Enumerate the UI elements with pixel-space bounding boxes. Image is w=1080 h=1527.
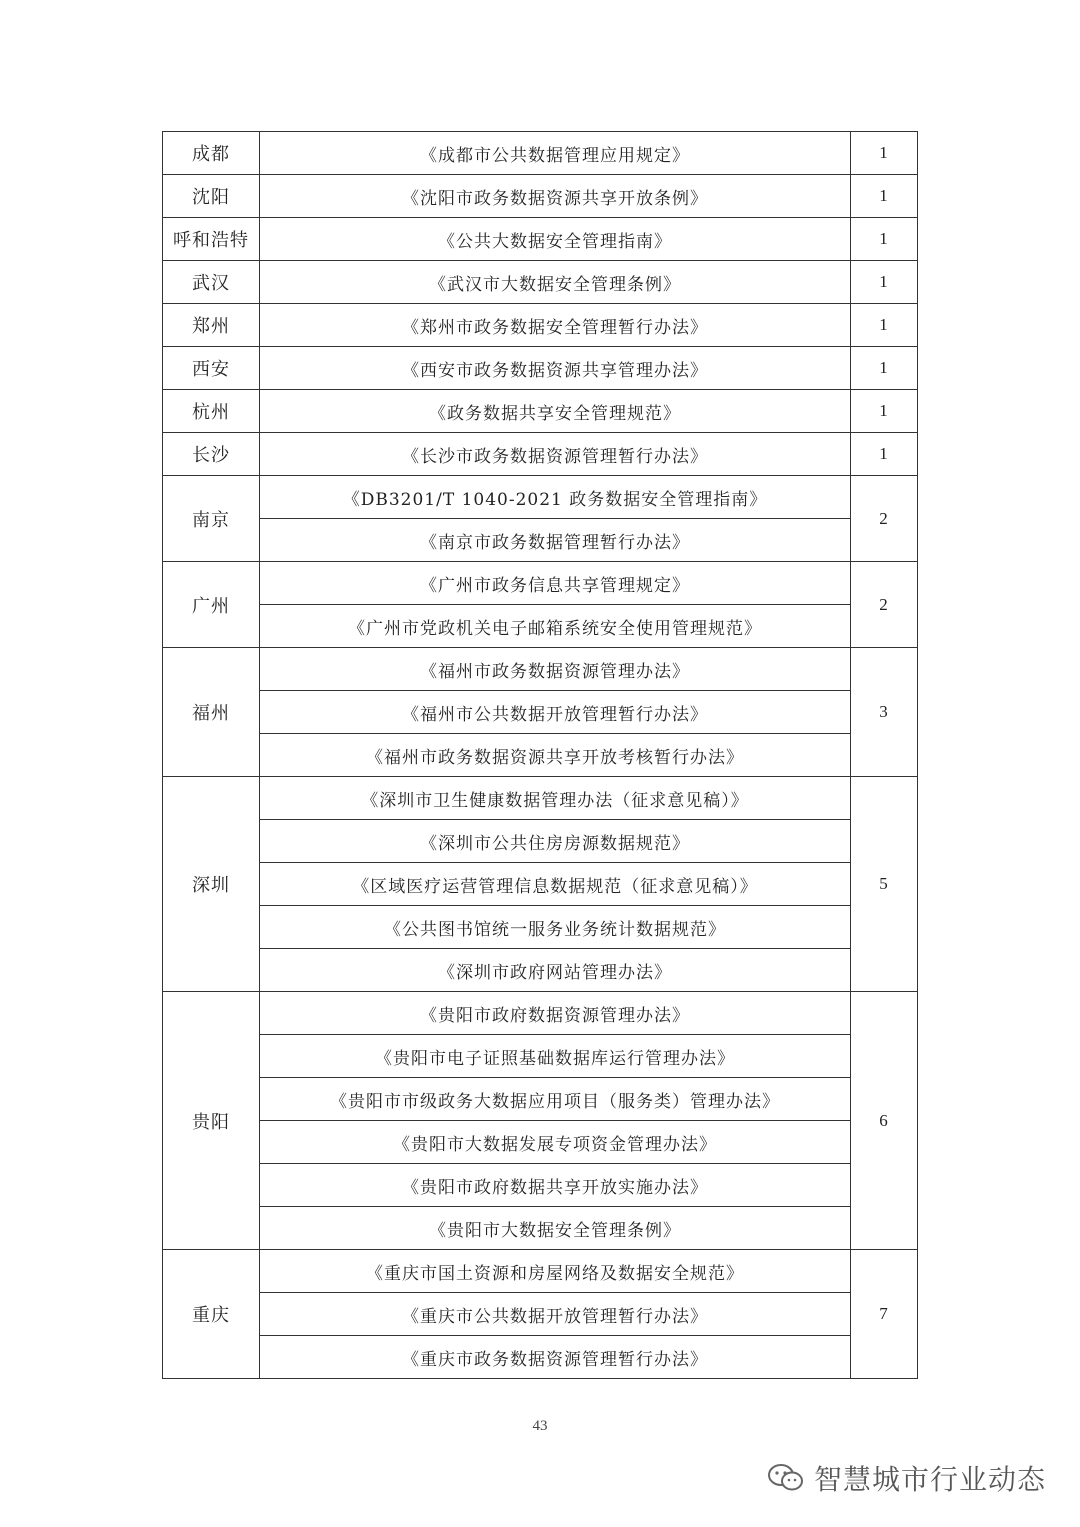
table-row xyxy=(163,1250,918,1293)
document-cell: 《贵阳市大数据发展专项资金管理办法》 xyxy=(260,1121,851,1164)
regulations-table xyxy=(162,131,918,1379)
table-row xyxy=(163,1336,918,1379)
document-cell: 《广州市党政机关电子邮箱系统安全使用管理规范》 xyxy=(260,605,851,648)
document-cell: 《深圳市政府网站管理办法》 xyxy=(260,949,851,992)
table-row xyxy=(163,476,918,519)
document-cell: 《福州市公共数据开放管理暂行办法》 xyxy=(260,691,851,734)
table-row xyxy=(163,820,918,863)
document-cell: 《贵阳市电子证照基础数据库运行管理办法》 xyxy=(260,1035,851,1078)
count-cell: 1 xyxy=(851,390,918,433)
table-row xyxy=(163,1164,918,1207)
count-cell: 1 xyxy=(851,304,918,347)
count-cell: 1 xyxy=(851,218,918,261)
document-cell: 《重庆市公共数据开放管理暂行办法》 xyxy=(260,1293,851,1336)
document-cell: 《重庆市政务数据资源管理暂行办法》 xyxy=(260,1336,851,1379)
document-cell: 《公共大数据安全管理指南》 xyxy=(260,218,851,261)
table-body xyxy=(163,132,918,1379)
table-row xyxy=(163,1035,918,1078)
regulations-table-container xyxy=(162,131,918,1379)
count-cell: 6 xyxy=(851,992,918,1250)
city-cell: 杭州 xyxy=(163,390,260,433)
city-cell: 成都 xyxy=(163,132,260,175)
count-cell: 3 xyxy=(851,648,918,777)
table-row xyxy=(163,949,918,992)
document-cell: 《重庆市国土资源和房屋网络及数据安全规范》 xyxy=(260,1250,851,1293)
watermark-text: 智慧城市行业动态 xyxy=(813,1463,1046,1496)
city-cell: 长沙 xyxy=(163,433,260,476)
document-cell: 《福州市政务数据资源管理办法》 xyxy=(260,648,851,691)
document-cell: 《广州市政务信息共享管理规定》 xyxy=(260,562,851,605)
wechat-icon xyxy=(766,1462,806,1494)
document-cell: 《南京市政务数据管理暂行办法》 xyxy=(260,519,851,562)
watermark xyxy=(766,1458,1046,1498)
table-row xyxy=(163,992,918,1035)
city-cell: 深圳 xyxy=(163,777,260,992)
count-cell: 2 xyxy=(851,562,918,648)
count-cell: 1 xyxy=(851,175,918,218)
count-cell: 1 xyxy=(851,433,918,476)
city-cell: 福州 xyxy=(163,648,260,777)
document-cell: 《成都市公共数据管理应用规定》 xyxy=(260,132,851,175)
document-cell: 《政务数据共享安全管理规范》 xyxy=(260,390,851,433)
table-row xyxy=(163,1121,918,1164)
document-cell: 《贵阳市市级政务大数据应用项目（服务类）管理办法》 xyxy=(260,1078,851,1121)
city-cell: 西安 xyxy=(163,347,260,390)
city-cell: 沈阳 xyxy=(163,175,260,218)
table-row xyxy=(163,1207,918,1250)
document-cell: 《贵阳市政府数据资源管理办法》 xyxy=(260,992,851,1035)
table-row xyxy=(163,519,918,562)
table-row xyxy=(163,347,918,390)
document-cell: 《武汉市大数据安全管理条例》 xyxy=(260,261,851,304)
table-row xyxy=(163,261,918,304)
table-row xyxy=(163,218,918,261)
table-row xyxy=(163,863,918,906)
table-row xyxy=(163,562,918,605)
document-cell: 《DB3201/T 1040-2021 政务数据安全管理指南》 xyxy=(260,476,851,519)
table-row xyxy=(163,777,918,820)
table-row xyxy=(163,648,918,691)
page-number: 43 xyxy=(532,1418,548,1434)
document-cell: 《西安市政务数据资源共享管理办法》 xyxy=(260,347,851,390)
table-row xyxy=(163,906,918,949)
document-cell: 《深圳市卫生健康数据管理办法（征求意见稿）》 xyxy=(260,777,851,820)
city-cell: 武汉 xyxy=(163,261,260,304)
city-cell: 重庆 xyxy=(163,1250,260,1379)
table-row xyxy=(163,132,918,175)
document-cell: 《贵阳市政府数据共享开放实施办法》 xyxy=(260,1164,851,1207)
count-cell: 1 xyxy=(851,347,918,390)
table-row xyxy=(163,304,918,347)
document-cell: 《区域医疗运营管理信息数据规范（征求意见稿）》 xyxy=(260,863,851,906)
count-cell: 2 xyxy=(851,476,918,562)
document-cell: 《长沙市政务数据资源管理暂行办法》 xyxy=(260,433,851,476)
document-cell: 《郑州市政务数据安全管理暂行办法》 xyxy=(260,304,851,347)
table-row xyxy=(163,605,918,648)
table-row xyxy=(163,1078,918,1121)
city-cell: 郑州 xyxy=(163,304,260,347)
document-cell: 《公共图书馆统一服务业务统计数据规范》 xyxy=(260,906,851,949)
document-cell: 《福州市政务数据资源共享开放考核暂行办法》 xyxy=(260,734,851,777)
document-cell: 《深圳市公共住房房源数据规范》 xyxy=(260,820,851,863)
city-cell: 呼和浩特 xyxy=(163,218,260,261)
count-cell: 1 xyxy=(851,132,918,175)
count-cell: 1 xyxy=(851,261,918,304)
document-cell: 《沈阳市政务数据资源共享开放条例》 xyxy=(260,175,851,218)
city-cell: 南京 xyxy=(163,476,260,562)
table-row xyxy=(163,691,918,734)
document-cell: 《贵阳市大数据安全管理条例》 xyxy=(260,1207,851,1250)
table-row xyxy=(163,1293,918,1336)
table-row xyxy=(163,175,918,218)
count-cell: 5 xyxy=(851,777,918,992)
table-row xyxy=(163,390,918,433)
table-row xyxy=(163,734,918,777)
count-cell: 7 xyxy=(851,1250,918,1379)
city-cell: 贵阳 xyxy=(163,992,260,1250)
city-cell: 广州 xyxy=(163,562,260,648)
table-row xyxy=(163,433,918,476)
